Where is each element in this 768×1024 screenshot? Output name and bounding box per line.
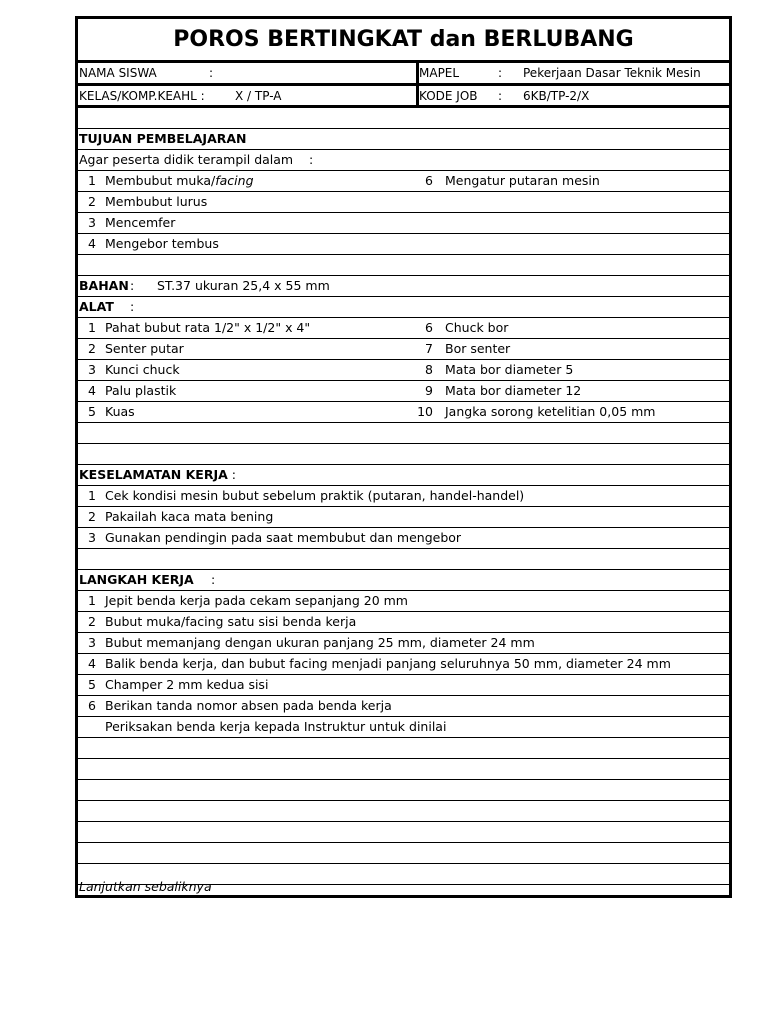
list-item (78, 528, 729, 549)
item-number: 8 (425, 362, 433, 377)
bahan-row (78, 276, 729, 297)
blank-row (78, 822, 729, 843)
item-number: 3 (88, 635, 96, 650)
page-title: POROS BERTINGKAT dan BERLUBANG (78, 19, 729, 63)
tujuan-heading: TUJUAN PEMBELAJARAN (79, 131, 247, 146)
item-number: 4 (88, 236, 96, 251)
list-item (78, 402, 729, 423)
list-item (78, 360, 729, 381)
item-text: Palu plastik (105, 383, 177, 398)
item-text: Jangka sorong ketelitian 0,05 mm (445, 404, 656, 419)
list-item (78, 507, 729, 528)
item-text: Gunakan pendingin pada saat membubut dan mengebor (105, 530, 462, 545)
item-text: Mata bor diameter 5 (445, 362, 574, 377)
item-text (105, 171, 254, 191)
nama-siswa-colon: : (209, 66, 214, 80)
blank-row (78, 801, 729, 822)
list-item (78, 339, 729, 360)
item-number: 1 (88, 320, 96, 335)
item-number: 6 (425, 320, 433, 335)
list-item (78, 654, 729, 675)
item-number: 6 (88, 698, 96, 713)
item-number: 10 (417, 404, 433, 419)
blank-row (78, 843, 729, 864)
item-text: Jepit benda kerja pada cekam sepanjang 20 mm (105, 593, 408, 608)
item-text: Chuck bor (445, 320, 509, 335)
item-number: 1 (88, 173, 96, 188)
tujuan-intro: Agar peserta didik terampil dalam : (79, 152, 314, 167)
item-number: 1 (88, 593, 96, 608)
list-item (78, 696, 729, 717)
blank-row (78, 423, 729, 444)
bahan-colon: : (130, 278, 135, 293)
list-item (78, 633, 729, 654)
item-text: Kuas (105, 404, 135, 419)
langkah-label: LANGKAH KERJA (79, 572, 194, 587)
kode-job-label: KODE JOB (419, 89, 478, 103)
keselamatan-colon: : (227, 467, 236, 482)
continue-note: Lanjutkan sebaliknya (79, 879, 212, 894)
item-number: 2 (88, 614, 96, 629)
item-text: Pakailah kaca mata bening (105, 509, 274, 524)
item-number: 7 (425, 341, 433, 356)
tujuan-heading-row (78, 129, 729, 150)
item-number: 3 (88, 362, 96, 377)
item-number: 1 (88, 488, 96, 503)
item-text-plain: Membubut muka/ (105, 173, 216, 188)
list-item (78, 612, 729, 633)
list-item (78, 675, 729, 696)
list-item (78, 234, 729, 255)
item-text: Senter putar (105, 341, 184, 356)
blank-row (78, 108, 729, 129)
item-number: 3 (88, 530, 96, 545)
item-text: Mengatur putaran mesin (445, 173, 600, 188)
item-text: Membubut lurus (105, 194, 208, 209)
item-text: Bubut muka/facing satu sisi benda kerja (105, 614, 357, 629)
alat-heading-row (78, 297, 729, 318)
item-text: Cek kondisi mesin bubut sebelum praktik (putaran, handel-handel) (105, 488, 525, 503)
blank-row (78, 759, 729, 780)
list-item (78, 591, 729, 612)
item-number: 9 (425, 383, 433, 398)
list-item (78, 171, 729, 192)
keselamatan-heading-row (78, 465, 729, 486)
item-number: 4 (88, 383, 96, 398)
alat-colon: : (130, 299, 135, 314)
kelas-value: X / TP-A (235, 89, 282, 103)
item-number: 5 (88, 404, 96, 419)
item-text: Periksakan benda kerja kepada Instruktur untuk dinilai (105, 719, 447, 734)
kelas-label: KELAS/KOMP.KEAHL : (79, 89, 205, 103)
mapel-value: Pekerjaan Dasar Teknik Mesin (523, 66, 701, 80)
nama-siswa-label: NAMA SISWA (79, 66, 157, 80)
list-item (78, 318, 729, 339)
item-number: 2 (88, 509, 96, 524)
bahan-value: ST.37 ukuran 25,4 x 55 mm (157, 278, 330, 293)
item-number: 2 (88, 194, 96, 209)
footer-row (78, 877, 729, 895)
header-row-nama-mapel (78, 63, 729, 83)
item-text-italic: facing (215, 173, 254, 188)
header-row-kelas-kode (78, 86, 729, 106)
item-text: Bubut memanjang dengan ukuran panjang 25 mm, diameter 24 mm (105, 635, 535, 650)
item-number: 2 (88, 341, 96, 356)
blank-row (78, 444, 729, 465)
list-item (78, 486, 729, 507)
tujuan-intro-row (78, 150, 729, 171)
header-vertical-divider (416, 60, 419, 105)
blank-row (78, 780, 729, 801)
item-text: Bor senter (445, 341, 511, 356)
blank-row (78, 549, 729, 570)
job-sheet (75, 16, 732, 898)
keselamatan-label: KESELAMATAN KERJA (79, 467, 228, 482)
list-item (78, 213, 729, 234)
item-text: Champer 2 mm kedua sisi (105, 677, 269, 692)
item-number: 6 (425, 173, 433, 188)
alat-label: ALAT (79, 299, 114, 314)
list-item (78, 717, 729, 738)
item-text: Kunci chuck (105, 362, 180, 377)
keselamatan-heading (79, 465, 236, 485)
blank-row (78, 738, 729, 759)
item-number: 5 (88, 677, 96, 692)
list-item (78, 192, 729, 213)
kode-job-value: 6KB/TP-2/X (523, 89, 590, 103)
blank-row (78, 255, 729, 276)
item-text: Mengebor tembus (105, 236, 219, 251)
item-number: 3 (88, 215, 96, 230)
mapel-colon: : (498, 66, 503, 80)
item-text: Mencemfer (105, 215, 176, 230)
langkah-colon: : (211, 572, 216, 587)
mapel-label: MAPEL (419, 66, 460, 80)
item-text: Mata bor diameter 12 (445, 383, 582, 398)
langkah-heading-row (78, 570, 729, 591)
item-text: Pahat bubut rata 1/2" x 1/2" x 4" (105, 320, 311, 335)
list-item (78, 381, 729, 402)
item-number: 4 (88, 656, 96, 671)
bahan-label: BAHAN (79, 278, 129, 293)
item-text: Berikan tanda nomor absen pada benda kerja (105, 698, 392, 713)
item-text: Balik benda kerja, dan bubut facing menjadi panjang seluruhnya 50 mm, diameter 24 mm (105, 656, 671, 671)
kode-job-colon: : (498, 89, 503, 103)
